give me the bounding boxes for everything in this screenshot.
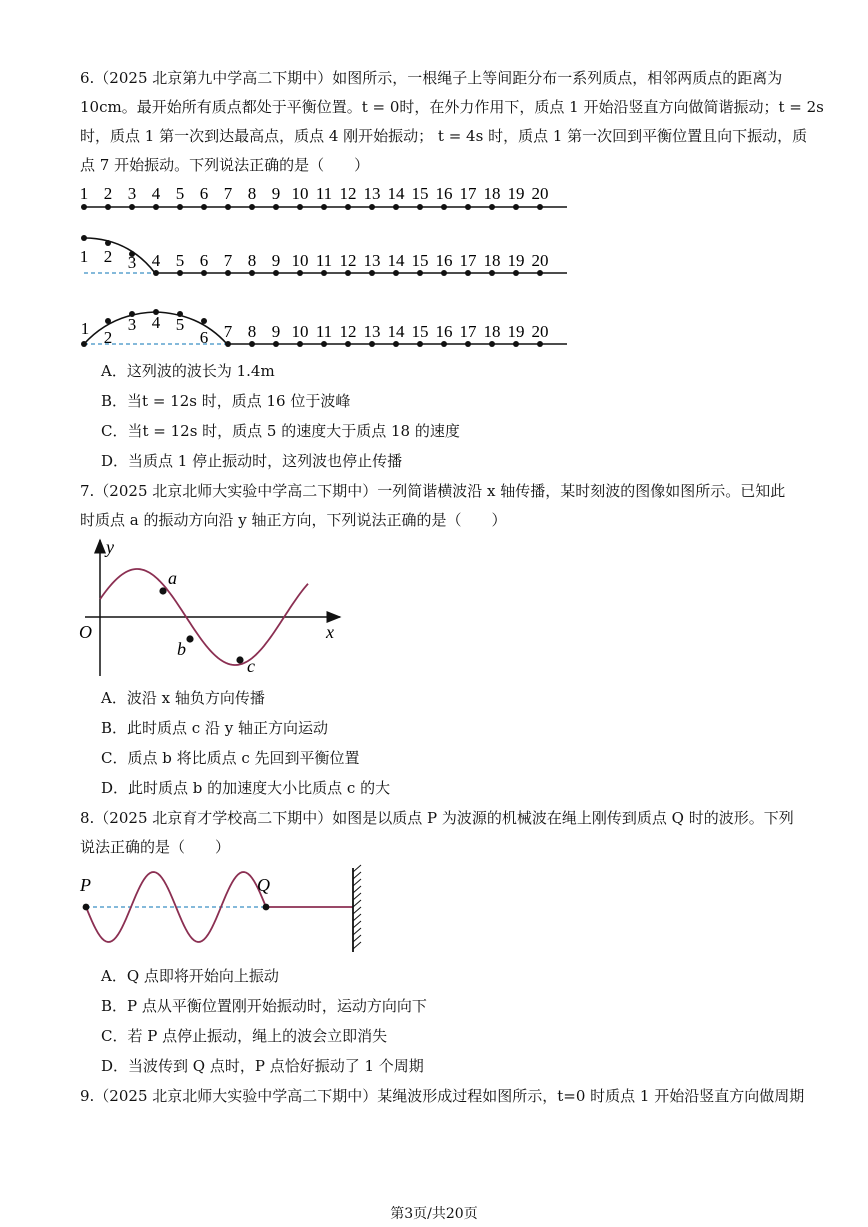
- row2-label-12: 12: [339, 251, 357, 270]
- q6-option-b[interactable]: B．当t = 12s 时，质点 16 位于波峰: [101, 392, 351, 410]
- row3-label-4: 4: [151, 313, 161, 332]
- row1-label-3: 3: [127, 184, 137, 203]
- row1-label-13: 13: [363, 184, 381, 203]
- row2-point-4: [153, 270, 159, 276]
- row3-point-20: [537, 341, 543, 347]
- row3-point-1: [81, 341, 87, 347]
- row1-point-7: [225, 204, 231, 210]
- row2-point-10: [297, 270, 303, 276]
- row3-label-18: 18: [483, 322, 501, 341]
- row1-point-20: [537, 204, 543, 210]
- row2-point-6: [201, 270, 207, 276]
- row1-label-15: 15: [411, 184, 429, 203]
- row3-point-17: [465, 341, 471, 347]
- row1-label-14: 14: [387, 184, 405, 203]
- row2-label-16: 16: [435, 251, 453, 270]
- point-c: [236, 656, 243, 663]
- row3-label-10: 10: [291, 322, 309, 341]
- b-label: b: [177, 639, 186, 659]
- row3-label-7: 7: [223, 322, 233, 341]
- row3-point-9: [273, 341, 279, 347]
- q6-stem-line1: 6.（2025 北京第九中学高二下期中）如图所示，一根绳子上等间距分布一系列质点，相邻两质点的距离为: [80, 69, 783, 87]
- q8-option-d[interactable]: D．当波传到 Q 点时，P 点恰好振动了 1 个周期: [101, 1057, 424, 1075]
- row2-point-11: [321, 270, 327, 276]
- row1-label-11: 11: [315, 184, 333, 203]
- row3-label-12: 12: [339, 322, 357, 341]
- q8-option-b[interactable]: B．P 点从平衡位置刚开始振动时，运动方向向下: [101, 997, 427, 1015]
- point-a: [159, 587, 166, 594]
- q8-option-a[interactable]: A．Q 点即将开始向上振动: [101, 967, 279, 985]
- row1-point-18: [489, 204, 495, 210]
- row1-point-9: [273, 204, 279, 210]
- row2-label-4: 4: [151, 251, 161, 270]
- row1-label-10: 10: [291, 184, 309, 203]
- row2-point-8: [249, 270, 255, 276]
- point-b: [186, 635, 193, 642]
- q6-rope-diagram: [0, 180, 868, 355]
- q-label: Q: [257, 875, 270, 895]
- q7-stem-line1: 7.（2025 北京北师大实验中学高二下期中）一列简谐横波沿 x 轴传播，某时刻波的图像如图所示。已知此: [80, 482, 786, 500]
- row3-label-17: 17: [459, 322, 477, 341]
- x-label: x: [326, 622, 334, 642]
- row2-label-6: 6: [199, 251, 209, 270]
- row1-point-19: [513, 204, 519, 210]
- q7-option-b[interactable]: B．此时质点 c 沿 y 轴正方向运动: [101, 719, 328, 737]
- row3-point-8: [249, 341, 255, 347]
- q6-option-c[interactable]: C．当t = 12s 时，质点 5 的速度大于质点 18 的速度: [101, 422, 460, 440]
- row1-label-17: 17: [459, 184, 477, 203]
- row3-label-8: 8: [247, 322, 257, 341]
- row2-point-19: [513, 270, 519, 276]
- origin-label: O: [79, 622, 92, 642]
- row1-label-16: 16: [435, 184, 453, 203]
- row2-label-18: 18: [483, 251, 501, 270]
- row1-label-2: 2: [103, 184, 113, 203]
- c-label: c: [247, 656, 255, 676]
- y-label: y: [106, 537, 114, 557]
- row3-point-10: [297, 341, 303, 347]
- row3-point-13: [369, 341, 375, 347]
- point-q: [263, 904, 270, 911]
- row2-label-9: 9: [271, 251, 281, 270]
- row1-point-4: [153, 204, 159, 210]
- row1-point-16: [441, 204, 447, 210]
- row2-label-19: 19: [507, 251, 525, 270]
- row1-point-11: [321, 204, 327, 210]
- q7-option-d[interactable]: D．此时质点 b 的加速度大小比质点 c 的大: [101, 779, 391, 797]
- q7-option-a[interactable]: A．波沿 x 轴负方向传播: [101, 689, 265, 707]
- row2-point-13: [369, 270, 375, 276]
- row1-point-5: [177, 204, 183, 210]
- row3-point-19: [513, 341, 519, 347]
- row2-point-16: [441, 270, 447, 276]
- row2-label-14: 14: [387, 251, 405, 270]
- row2-point-15: [417, 270, 423, 276]
- row3-point-2: [105, 318, 111, 324]
- q7-wave-graph: [70, 530, 360, 680]
- p-label: P: [80, 875, 91, 895]
- row3-label-20: 20: [531, 322, 549, 341]
- row3-label-15: 15: [411, 322, 429, 341]
- row3-label-11: 11: [315, 322, 333, 341]
- row1-label-20: 20: [531, 184, 549, 203]
- row2-label-11: 11: [315, 251, 333, 270]
- row3-label-1: 1: [80, 319, 90, 338]
- q6-option-d[interactable]: D．当质点 1 停止振动时，这列波也停止传播: [101, 452, 403, 470]
- row1-label-19: 19: [507, 184, 525, 203]
- row1-label-7: 7: [223, 184, 233, 203]
- row3-label-6: 6: [199, 328, 209, 347]
- row3-label-3: 3: [127, 315, 137, 334]
- row1-label-4: 4: [151, 184, 161, 203]
- q8-stem-line2: 说法正确的是（ ）: [80, 838, 231, 856]
- row2-point-9: [273, 270, 279, 276]
- row1-point-12: [345, 204, 351, 210]
- row1-point-1: [81, 204, 87, 210]
- row3-point-7: [225, 341, 231, 347]
- row3-label-13: 13: [363, 322, 381, 341]
- row1-point-6: [201, 204, 207, 210]
- row2-label-1: 1: [79, 247, 89, 266]
- q8-rope-wave-diagram: [70, 860, 380, 960]
- row2-label-8: 8: [247, 251, 257, 270]
- row3-label-14: 14: [387, 322, 405, 341]
- q7-stem-line2: 时质点 a 的振动方向沿 y 轴正方向，下列说法正确的是（ ）: [80, 511, 507, 529]
- row2-label-13: 13: [363, 251, 381, 270]
- row2-point-2: [105, 240, 111, 246]
- q8-option-c[interactable]: C．若 P 点停止振动，绳上的波会立即消失: [101, 1027, 388, 1045]
- row2-point-12: [345, 270, 351, 276]
- row1-point-14: [393, 204, 399, 210]
- row1-label-9: 9: [271, 184, 281, 203]
- row3-point-11: [321, 341, 327, 347]
- row1-label-1: 1: [79, 184, 89, 203]
- row2-point-5: [177, 270, 183, 276]
- row2-label-5: 5: [175, 251, 185, 270]
- row3-label-19: 19: [507, 322, 525, 341]
- row3-point-16: [441, 341, 447, 347]
- row3-label-16: 16: [435, 322, 453, 341]
- row2-point-18: [489, 270, 495, 276]
- row1-point-10: [297, 204, 303, 210]
- row2-label-15: 15: [411, 251, 429, 270]
- page-footer: 第3页/共20页: [390, 1206, 478, 1222]
- row1-label-8: 8: [247, 184, 257, 203]
- row1-label-18: 18: [483, 184, 501, 203]
- row3-label-2: 2: [103, 328, 113, 347]
- row2-label-3: 3: [127, 253, 137, 272]
- row3-point-6: [201, 318, 207, 324]
- row3-label-5: 5: [175, 315, 185, 334]
- row2-point-14: [393, 270, 399, 276]
- row1-point-17: [465, 204, 471, 210]
- row1-point-3: [129, 204, 135, 210]
- row1-point-8: [249, 204, 255, 210]
- row1-point-2: [105, 204, 111, 210]
- row2-point-1: [81, 235, 87, 241]
- row1-point-15: [417, 204, 423, 210]
- row2-point-17: [465, 270, 471, 276]
- q7-option-c[interactable]: C．质点 b 将比质点 c 先回到平衡位置: [101, 749, 360, 767]
- q6-stem-line4: 点 7 开始振动。下列说法正确的是（ ）: [80, 156, 370, 174]
- q6-stem-line2: 10cm。最开始所有质点都处于平衡位置。t = 0时，在外力作用下，质点 1 开始沿竖直方向做简谐振动；t = 2s: [80, 98, 824, 116]
- row2-label-7: 7: [223, 251, 233, 270]
- q6-stem-line3: 时，质点 1 第一次到达最高点，质点 4 刚开始振动； t = 4s 时，质点 1 第一次回到平衡位置且向下振动，质: [80, 127, 808, 145]
- row1-label-5: 5: [175, 184, 185, 203]
- row3-point-14: [393, 341, 399, 347]
- row2-point-7: [225, 270, 231, 276]
- row2-label-20: 20: [531, 251, 549, 270]
- rope-wave: [86, 872, 266, 942]
- row3-point-18: [489, 341, 495, 347]
- row1-point-13: [369, 204, 375, 210]
- q6-option-a[interactable]: A．这列波的波长为 1.4m: [101, 362, 275, 380]
- q8-stem-line1: 8.（2025 北京育才学校高二下期中）如图是以质点 P 为波源的机械波在绳上刚传到质点 Q 时的波形。下列: [80, 809, 794, 827]
- row1-label-6: 6: [199, 184, 209, 203]
- row1-label-12: 12: [339, 184, 357, 203]
- row2-label-17: 17: [459, 251, 477, 270]
- a-label: a: [168, 568, 177, 588]
- point-p: [83, 904, 90, 911]
- row3-label-9: 9: [271, 322, 281, 341]
- row3-point-12: [345, 341, 351, 347]
- q9-stem-line1: 9.（2025 北京北师大实验中学高二下期中）某绳波形成过程如图所示，t=0 时质点 1 开始沿竖直方向做周期: [80, 1087, 805, 1105]
- row2-label-10: 10: [291, 251, 309, 270]
- row2-label-2: 2: [103, 247, 113, 266]
- row2-point-20: [537, 270, 543, 276]
- row3-point-15: [417, 341, 423, 347]
